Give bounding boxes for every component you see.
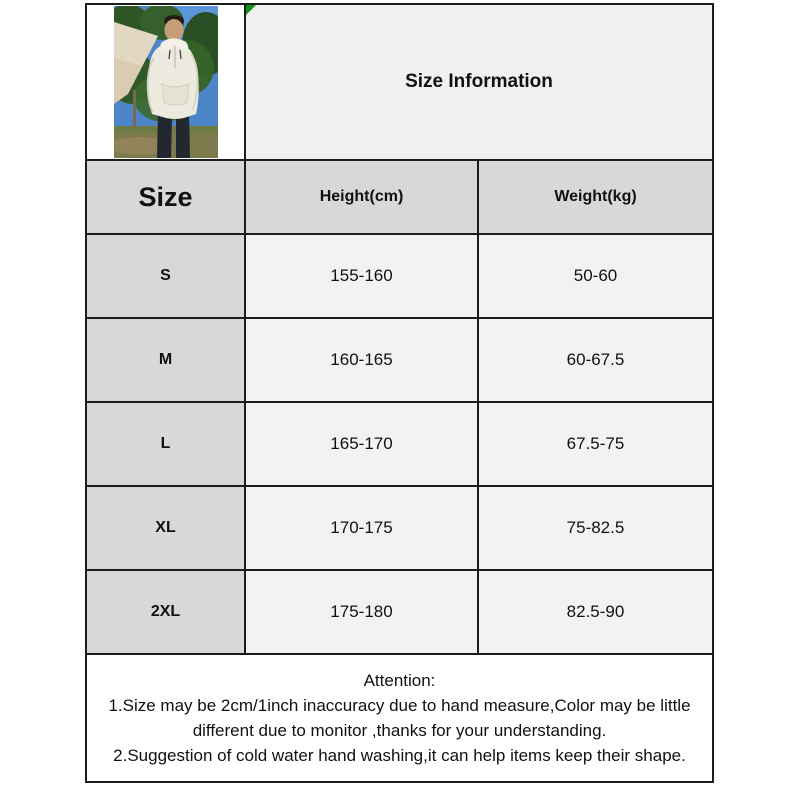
table-row-s: [86, 234, 713, 318]
header-height: Height(cm): [245, 160, 478, 234]
size-chart-table: [85, 3, 714, 783]
attention-line: 1.Size may be 2cm/1inch inaccuracy due to hand measure,Color may be little: [108, 696, 691, 715]
height-value: 175-180: [245, 570, 478, 654]
attention-line: 2.Suggestion of cold water hand washing,it can help items keep their shape.: [113, 746, 686, 765]
size-label: S: [86, 234, 245, 318]
height-value: 155-160: [245, 234, 478, 318]
photo-title-row: [86, 4, 713, 160]
page-title: Size Information: [405, 71, 553, 92]
table-row-xl: [86, 486, 713, 570]
cell-corner-flag-icon: [246, 5, 256, 15]
size-label: L: [86, 402, 245, 486]
attention-line: different due to monitor ,thanks for your understanding.: [192, 721, 607, 740]
product-photo-cell: [86, 4, 245, 160]
table-row-2xl: [86, 570, 713, 654]
weight-value: 82.5-90: [478, 570, 713, 654]
weight-value: 50-60: [478, 234, 713, 318]
size-label: 2XL: [86, 570, 245, 654]
size-chart-sheet: [85, 3, 714, 783]
height-value: 165-170: [245, 402, 478, 486]
header-weight: Weight(kg): [478, 160, 713, 234]
size-label: M: [86, 318, 245, 402]
header-size: Size: [86, 160, 245, 234]
weight-value: 75-82.5: [478, 486, 713, 570]
product-photo: [114, 6, 218, 158]
weight-value: 60-67.5: [478, 318, 713, 402]
attention-row: [86, 654, 713, 782]
size-information-title-cell: [245, 4, 713, 160]
size-label: XL: [86, 486, 245, 570]
attention-note-cell: [86, 654, 713, 782]
table-row-m: [86, 318, 713, 402]
table-header-row: [86, 160, 713, 234]
height-value: 160-165: [245, 318, 478, 402]
attention-line: Attention:: [363, 671, 436, 690]
table-row-l: [86, 402, 713, 486]
weight-value: 67.5-75: [478, 402, 713, 486]
height-value: 170-175: [245, 486, 478, 570]
